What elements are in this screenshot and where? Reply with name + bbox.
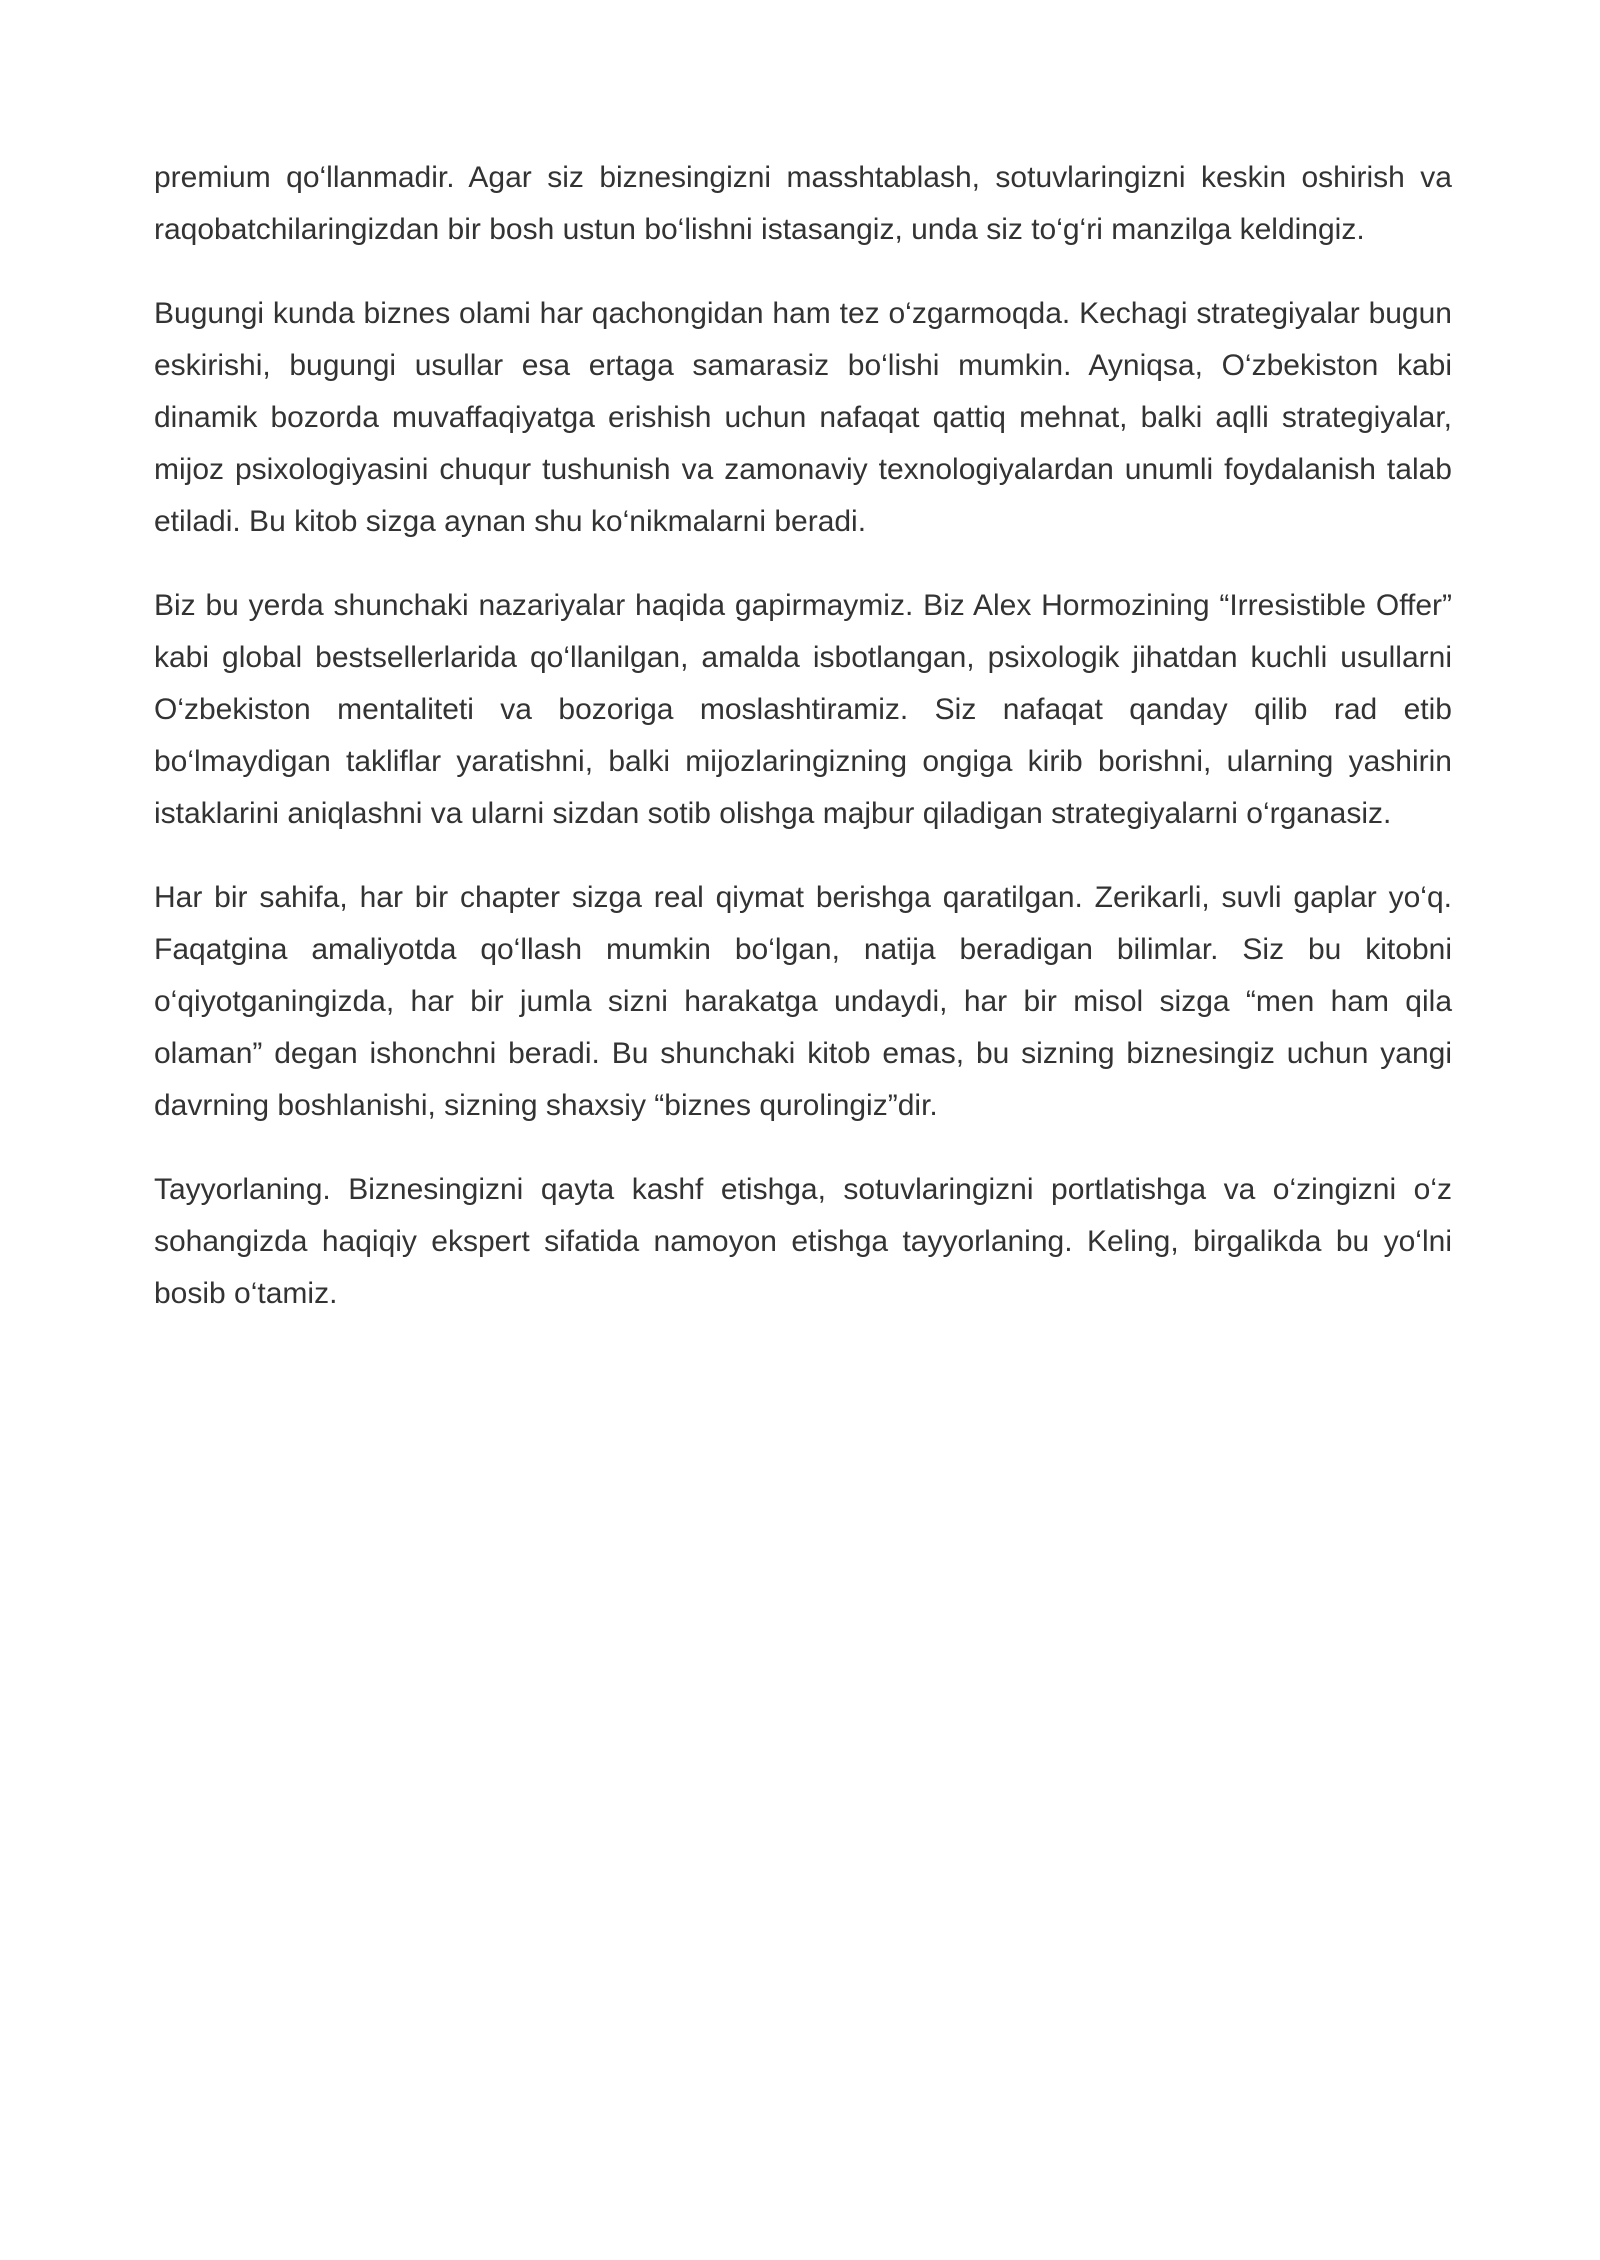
paragraph: Biz bu yerda shunchaki nazariyalar haqida gapirmaymiz. Biz Alex Hormozining “Irresistible Offer” kabi global bestsellerlarida qo‘llanilgan, amalda isbotlangan, psixologik jihatdan kuchli usullarni O‘zbekiston mentaliteti va bozoriga moslashtiramiz. Siz nafaqat qanday qilib rad etib bo‘lmaydigan takliflar yaratishni, balki mijozlaringizning ongiga kirib borishni, ularning yashirin istaklarini aniqlashni va ularni sizdan sotib olishga majbur qiladigan strategiyalarni o‘rganasiz. [154,589,1452,830]
paragraph: Tayyorlaning. Biznesingizni qayta kashf etishga, sotuvlaringizni portlatishga va o‘zingizni o‘z sohangizda haqiqiy ekspert sifatida namoyon etishga tayyorlaning. Keling, birgalikda bu yo‘lni bosib o‘tamiz. [154,1173,1452,1310]
paragraph: Har bir sahifa, har bir chapter sizga real qiymat berishga qaratilgan. Zerikarli, suvli gaplar yo‘q. Faqatgina amaliyotda qo‘llash mumkin bo‘lgan, natija beradigan bilimlar. Siz bu kitobni o‘qiyotganingizda, har bir jumla sizni harakatga undaydi, har bir misol sizga “men ham qila olaman” degan ishonchni beradi. Bu shunchaki kitob emas, bu sizning biznesingiz uchun yangi davrning boshlanishi, sizning shaxsiy “biznes qurolingiz”dir. [154,881,1452,1122]
paragraph: premium qo‘llanmadir. Agar siz biznesingizni masshtablash, sotuvlaringizni keskin oshirish va raqobatchilaringizdan bir bosh ustun bo‘lishni istasangiz, unda siz to‘g‘ri manzilga keldingiz. [154,161,1452,246]
body-text [154,152,1452,1352]
paragraph: Bugungi kunda biznes olami har qachongidan ham tez o‘zgarmoqda. Kechagi strategiyalar bugun eskirishi, bugungi usullar esa ertaga samarasiz bo‘lishi mumkin. Ayniqsa, O‘zbekiston kabi dinamik bozorda muvaffaqiyatga erishish uchun nafaqat qattiq mehnat, balki aqlli strategiyalar, mijoz psixologiyasini chuqur tushunish va zamonaviy texnologiyalardan unumli foydalanish talab etiladi. Bu kitob sizga aynan shu ko‘nikmalarni beradi. [154,297,1452,538]
